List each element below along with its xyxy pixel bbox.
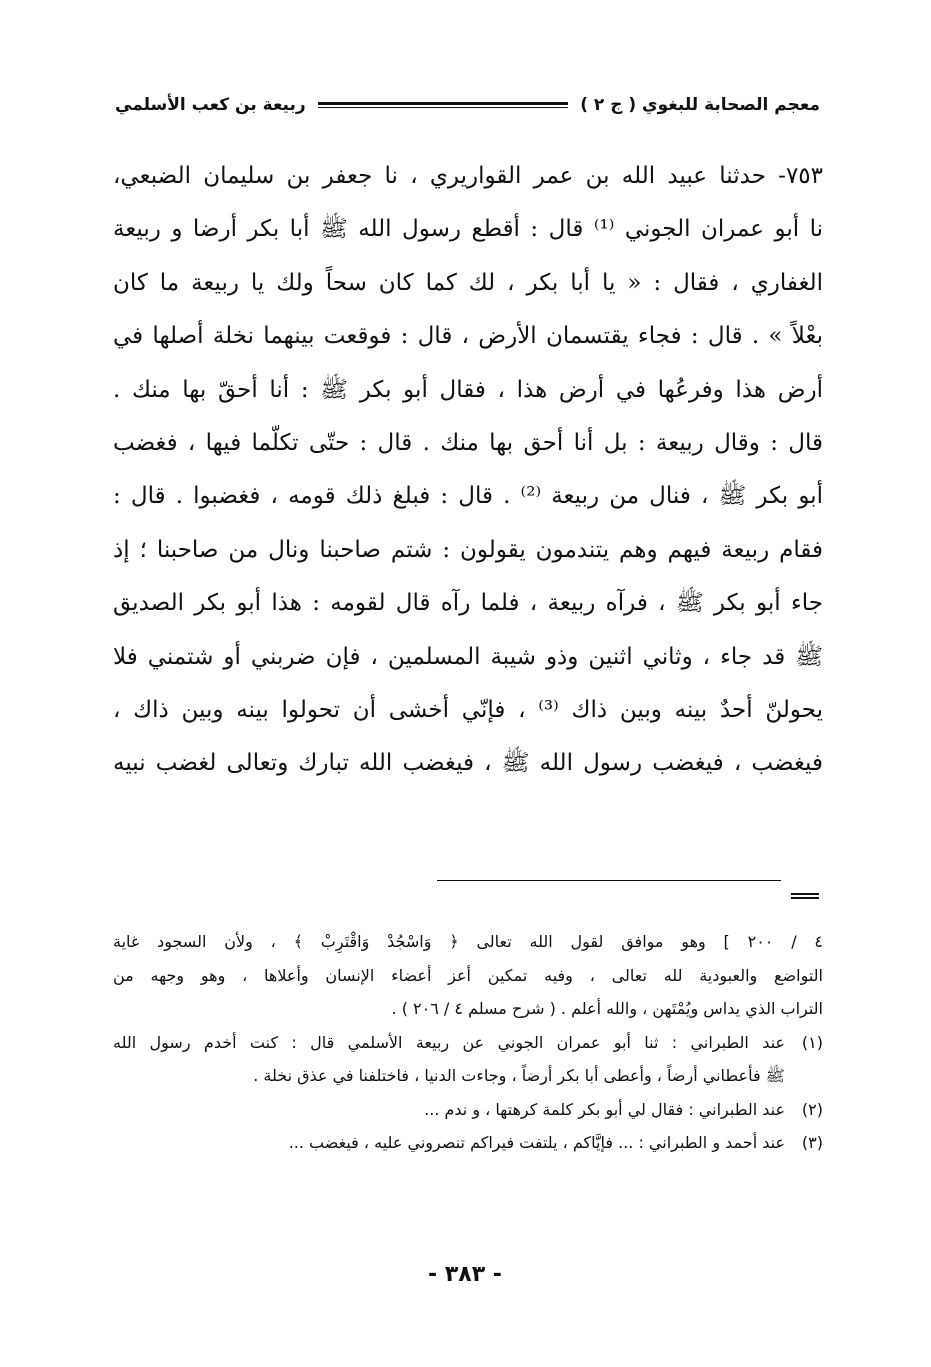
text-line: أبو بكر ﷺ ، فنال من ربيعة ⁽²⁾ . قال : فبلغ ذلك قومه ، فغضبوا . قال : [113,483,823,510]
footnote-line: عند أحمد و الطبراني : ... فإيَّاكم ، يلتفت فيراكم تنصروني عليه ، فيغضب ... [288,1133,785,1152]
text-line: قال : وقال ربيعة : بل أنا أحق بها منك . قال : حتّى تكلّما فيها ، فغضب [113,429,823,456]
main-text [113,150,823,791]
text-line: أرض هذا وفرعُها في أرض هذا ، فقال أبو بكر ﷺ : أنا أحقّ بها منك . [113,376,823,403]
page-number: - ٣٨٣ - [428,1262,502,1287]
footnote-number: (١) [801,1032,823,1052]
text-line: فقام ربيعة فيهم وهم يتندمون يقولون : شتم صاحبنا ونال من صاحبنا ؛ إذ [113,536,823,563]
header-rule [318,102,569,108]
footnote-separator [437,880,781,881]
running-header [115,88,820,122]
footnote-number: (٢) [801,1099,823,1119]
footnote-1 [113,1026,823,1093]
footnote-continuation-line: التراب الذي يداس ويُمْتَهن ، والله أعلم . ( شرح مسلم ٤ / ٢٠٦ ) . [391,999,823,1018]
footnotes [113,925,823,1160]
footnote-marker [791,893,819,895]
text-line: فيغضب ، فيغضب رسول الله ﷺ ، فيغضب الله تبارك وتعالى لغضب نبيه [113,750,823,777]
text-line: ٧٥٣- حدثنا عبيد الله بن عمر القواريري ، نا جعفر بن سليمان الضبعي، [113,163,823,189]
footnote-number: (٣) [801,1133,823,1152]
footnote-line: ﷺ فأعطاني أرضاً ، وأعطى أبا بكر أرضاً ، وجاءت الدنيا ، فاختلفنا في عذق نخلة . [253,1066,785,1085]
footnote-3 [113,1126,823,1160]
footnote-2 [113,1093,823,1127]
text-line: يحولنّ أحدٌ بينه وبين ذاك ⁽³⁾ ، فإنّي أخشى أن تحولوا بينه وبين ذاك ، [113,696,823,723]
footnote-marker [791,897,819,899]
footnote-continuation-line: التواضع والعبودية لله تعالى ، وفيه تمكين أعز أعضاء الإنسان وأعلاها ، وهو وجهه من [113,965,823,985]
section-title: ربيعة بن كعب الأسلمي [115,95,306,115]
text-line: نا أبو عمران الجوني ⁽¹⁾ قال : أقطع رسول الله ﷺ أبا بكر أرضا و ربيعة [113,216,823,243]
text-line: بعْلاً » . قال : فجاء يقتسمان الأرض ، قال : فوقعت بينهما نخلة أصلها في [113,323,823,350]
text-line: الغفاري ، فقال : « يا أبا بكر ، لك كما كان سحاً ولك يا ربيعة ما كان [113,269,823,296]
book-title: معجم الصحابة للبغوي ( ج ٢ ) [580,95,820,115]
text-line: جاء أبو بكر ﷺ ، فرآه ربيعة ، فلما رآه قال لقومه : هذا أبو بكر الصديق [113,590,823,617]
footnote-line: عند الطبراني : ثنا أبو عمران الجوني عن ربيعة الأسلمي قال : كنت أخدم رسول الله [113,1032,785,1052]
footnote-continuation-line: ٤ / ٢٠٠ ] وهو موافق لقول الله تعالى ﴿ وَاسْجُدْ وَاقْتَرِبْ ﴾ ، ولأن السجود غاية [113,932,823,951]
text-line: ﷺ قد جاء ، وثاني اثنين وذو شيبة المسلمين ، فإن ضربني أو شتمني فلا [113,643,823,670]
footnote-line: عند الطبراني : فقال لي أبو بكر كلمة كرهتها ، و ندم ... [424,1099,785,1119]
